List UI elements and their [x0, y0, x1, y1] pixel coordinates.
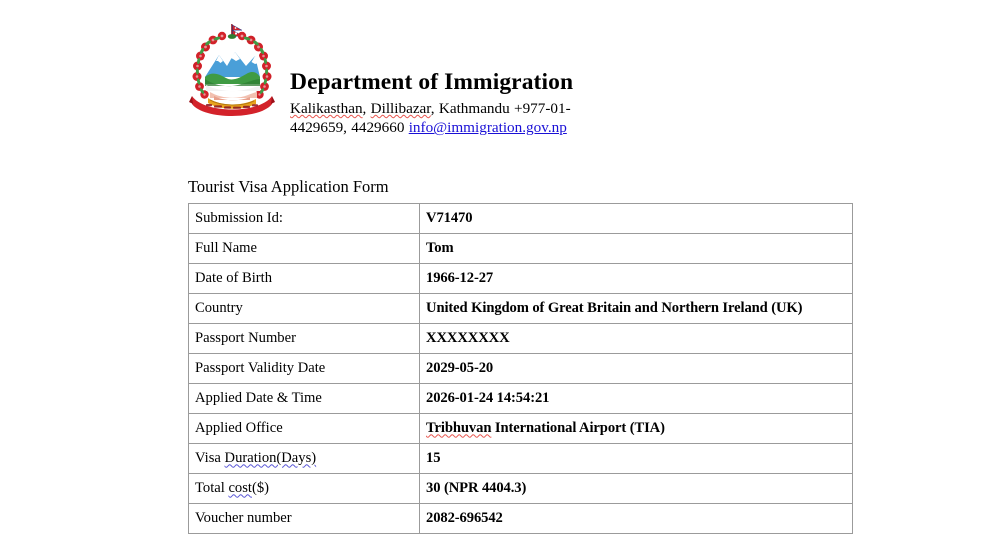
row-value-applied-date-time: 2026-01-24 14:54:21 — [420, 384, 853, 414]
visa-application-table-body — [189, 204, 853, 534]
row-label-date-of-birth: Date of Birth — [189, 264, 420, 294]
header-text-block — [290, 22, 580, 138]
table-row — [189, 504, 853, 534]
applied-office-city-word: Tribhuvan — [426, 420, 492, 437]
document-header — [186, 22, 886, 138]
row-label-passport-validity-date: Passport Validity Date — [189, 354, 420, 384]
row-value-full-name: Tom — [420, 234, 853, 264]
organization-title: Department of Immigration — [290, 69, 574, 95]
address-locality-dillibazar: Dillibazar — [370, 99, 431, 117]
address-locality-kalikasthan: Kalikasthan — [290, 99, 363, 117]
row-label-passport-number: Passport Number — [189, 324, 420, 354]
row-label-visa-duration: Visa Duration(Days) — [189, 444, 420, 474]
total-cost-flagged-text: cost — [228, 480, 252, 497]
table-row — [189, 354, 853, 384]
address-city-and-phone-prefix: Kathmandu +977-01- — [438, 99, 571, 117]
applied-office-rest: International Airport (TIA) — [491, 420, 665, 437]
table-row — [189, 444, 853, 474]
row-value-date-of-birth: 1966-12-27 — [420, 264, 853, 294]
visa-application-table — [188, 203, 853, 534]
row-value-total-cost: 30 (NPR 4404.3) — [420, 474, 853, 504]
row-value-passport-validity-date: 2029-05-20 — [420, 354, 853, 384]
address-separator-2: , — [430, 99, 439, 117]
nepal-coat-of-arms-emblem — [186, 22, 278, 120]
row-label-applied-date-time: Applied Date & Time — [189, 384, 420, 414]
table-row — [189, 264, 853, 294]
row-value-country: United Kingdom of Great Britain and Northern Ireland (UK) — [420, 294, 853, 324]
row-label-applied-office: Applied Office — [189, 414, 420, 444]
table-row — [189, 204, 853, 234]
row-value-voucher-number: 2082-696542 — [420, 504, 853, 534]
row-label-total-cost: Total cost($) — [189, 474, 420, 504]
row-label-country: Country — [189, 294, 420, 324]
row-value-visa-duration: 15 — [420, 444, 853, 474]
table-row — [189, 234, 853, 264]
row-value-passport-number: XXXXXXXX — [420, 324, 853, 354]
address-separator-1: , — [362, 99, 371, 117]
visa-duration-flagged-text: Duration(Days) — [224, 450, 317, 467]
row-value-submission-id: V71470 — [420, 204, 853, 234]
organization-address — [290, 99, 580, 138]
address-phone-numbers: 4429659, 4429660 — [290, 119, 409, 137]
table-row — [189, 414, 853, 444]
table-row — [189, 474, 853, 504]
table-row — [189, 294, 853, 324]
row-value-applied-office — [420, 414, 853, 444]
table-row — [189, 384, 853, 414]
row-label-voucher-number: Voucher number — [189, 504, 420, 534]
row-label-submission-id: Submission Id: — [189, 204, 420, 234]
table-row — [189, 324, 853, 354]
row-label-full-name: Full Name — [189, 234, 420, 264]
form-title: Tourist Visa Application Form — [188, 177, 389, 196]
email-link[interactable]: info@immigration.gov.np — [408, 119, 567, 137]
